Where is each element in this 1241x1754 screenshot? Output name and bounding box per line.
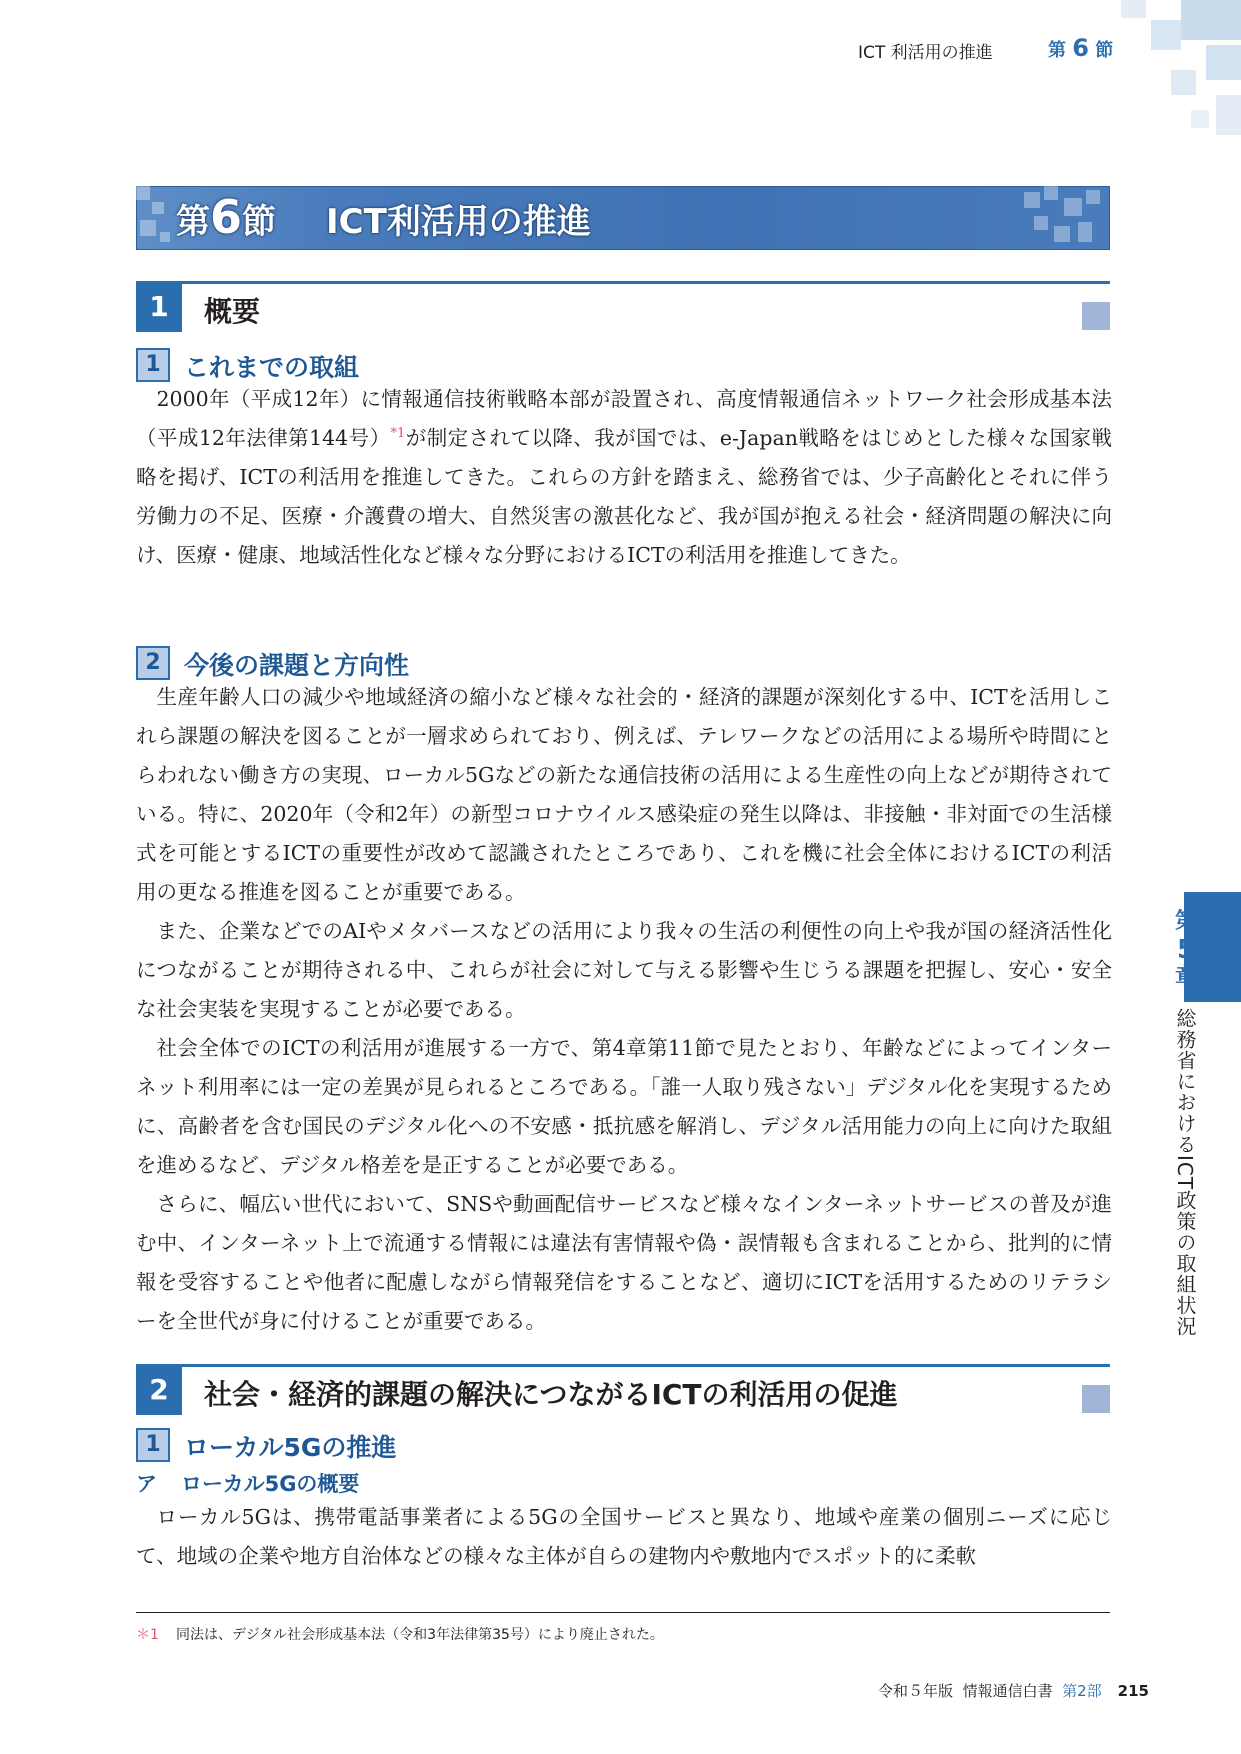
heading-ict-promotion xyxy=(136,1364,1110,1415)
footnote-reference[interactable]: *1 xyxy=(390,426,406,442)
heading-square-decoration xyxy=(1082,1385,1110,1413)
heading-number: 1 xyxy=(136,284,182,332)
page-number: 215 xyxy=(1117,1682,1149,1700)
page-footer: 令和５年版 情報通信白書 第2部 215 xyxy=(878,1682,1149,1700)
subheading-text: これまでの取組 xyxy=(184,353,360,382)
section-banner xyxy=(136,186,1110,250)
past-efforts-body xyxy=(136,380,1112,575)
footnote-divider xyxy=(136,1612,1110,1613)
subheading-number: 2 xyxy=(136,646,170,680)
subheading-number: 1 xyxy=(136,1428,170,1462)
heading-overview xyxy=(136,281,1110,332)
subheading-number: 1 xyxy=(136,348,170,382)
heading-square-decoration xyxy=(1082,302,1110,330)
chapter-title: 総務省におけるICT政策の取組状況 xyxy=(1173,1008,1197,1338)
heading-text: 概要 xyxy=(204,295,261,328)
running-title: ICT 利活用の推進 xyxy=(858,43,993,63)
footnote: ＊1 同法は、デジタル社会形成基本法（令和3年法律第35号）により廃止された。 xyxy=(136,1627,664,1643)
section-title: 第6節 ICT利活用の推進 xyxy=(176,190,591,244)
paragraph: 社会全体でのICTの利活用が進展する一方で、第4章第11節で見たとおり、年齢などによってインターネット利用率には一定の差異が見られるところである。「誰一人取り残さない」デジタル化を実現するために、高齢者を含む国民のデジタル化への不安感・抵抗感を解消し、デジタル活用能力の向上に向けた取組を進めるなど、デジタル格差を是正することが必要である。 xyxy=(136,1036,1112,1177)
paragraph: さらに、幅広い世代において、SNSや動画配信サービスなど様々なインターネットサービスの普及が進む中、インターネット上で流通する情報には違法有害情報や偽・誤情報も含まれることから、批判的に情報を受容することや他者に配慮しながら情報発信をすることなど、適切にICTを活用するためのリテラシーを全世代が身に付けることが重要である。 xyxy=(136,1192,1112,1333)
paragraph: 生産年齢人口の減少や地域経済の縮小など様々な社会的・経済的課題が深刻化する中、ICTを活用しこれら課題の解決を図ることが一層求められており、例えば、テレワークなどの活用による場所や時間にとらわれない働き方の実現、ローカル5Gなどの新たな通信技術の活用による生産性の向上などが期待されている。特に、2020年（令和2年）の新型コロナウイルス感染症の発生以降は、非接触・非対面での生活様式を可能とするICTの重要性が改めて認識されたところであり、これを機に社会全体におけるICTの利活用の更なる推進を図ることが重要である。 xyxy=(136,685,1112,904)
subheading-text: 今後の課題と方向性 xyxy=(184,651,410,680)
subheading-text: ローカル5Gの推進 xyxy=(184,1433,397,1462)
minor-heading-local-5g-overview: ア ローカル5Gの概要 xyxy=(136,1472,360,1496)
heading-text: 社会・経済的課題の解決につながるICTの利活用の促進 xyxy=(204,1378,898,1411)
paragraph: 2000年（平成12年）に情報通信技術戦略本部が設置され、高度情報通信ネットワーク社会形成基本法（平成12年法律第144号）$^{*1}$が制定されて以降、我が国では、e-Japan戦略をはじめとした様々な国家戦略を掲げ、ICTの利活用を推進してきた。これらの方針を踏まえ、総務省では、少子高齢化とそれに伴う労働力の不足、医療・介護費の増大、自然災害の激甚化など、我が国が抱える社会・経済問題の解決に向け、医療・健康、地域活性化など様々な分野におけるICTの利活用を推進してきた。 xyxy=(136,387,1112,567)
paragraph: また、企業などでのAIやメタバースなどの活用により我々の生活の利便性の向上や我が国の経済活性化につながることが期待される中、これらが社会に対して与える影響や生じうる課題を把握し、安心・安全な社会実装を実現することが必要である。 xyxy=(136,919,1112,1021)
future-issues-body xyxy=(136,678,1112,1341)
running-section-label: 第 6 節 xyxy=(1048,34,1114,62)
paragraph: ローカル5Gは、携帯電話事業者による5Gの全国サービスと異なり、地域や産業の個別ニーズに応じて、地域の企業や地方自治体などの様々な主体が自らの建物内や敷地内でスポット的に柔軟 xyxy=(136,1505,1112,1568)
local-5g-body xyxy=(136,1498,1112,1576)
chapter-label: 第 5 章 xyxy=(1174,909,1197,990)
header-decoration xyxy=(1031,0,1241,150)
heading-number: 2 xyxy=(136,1367,182,1415)
banner-tiles-right xyxy=(1020,186,1110,250)
